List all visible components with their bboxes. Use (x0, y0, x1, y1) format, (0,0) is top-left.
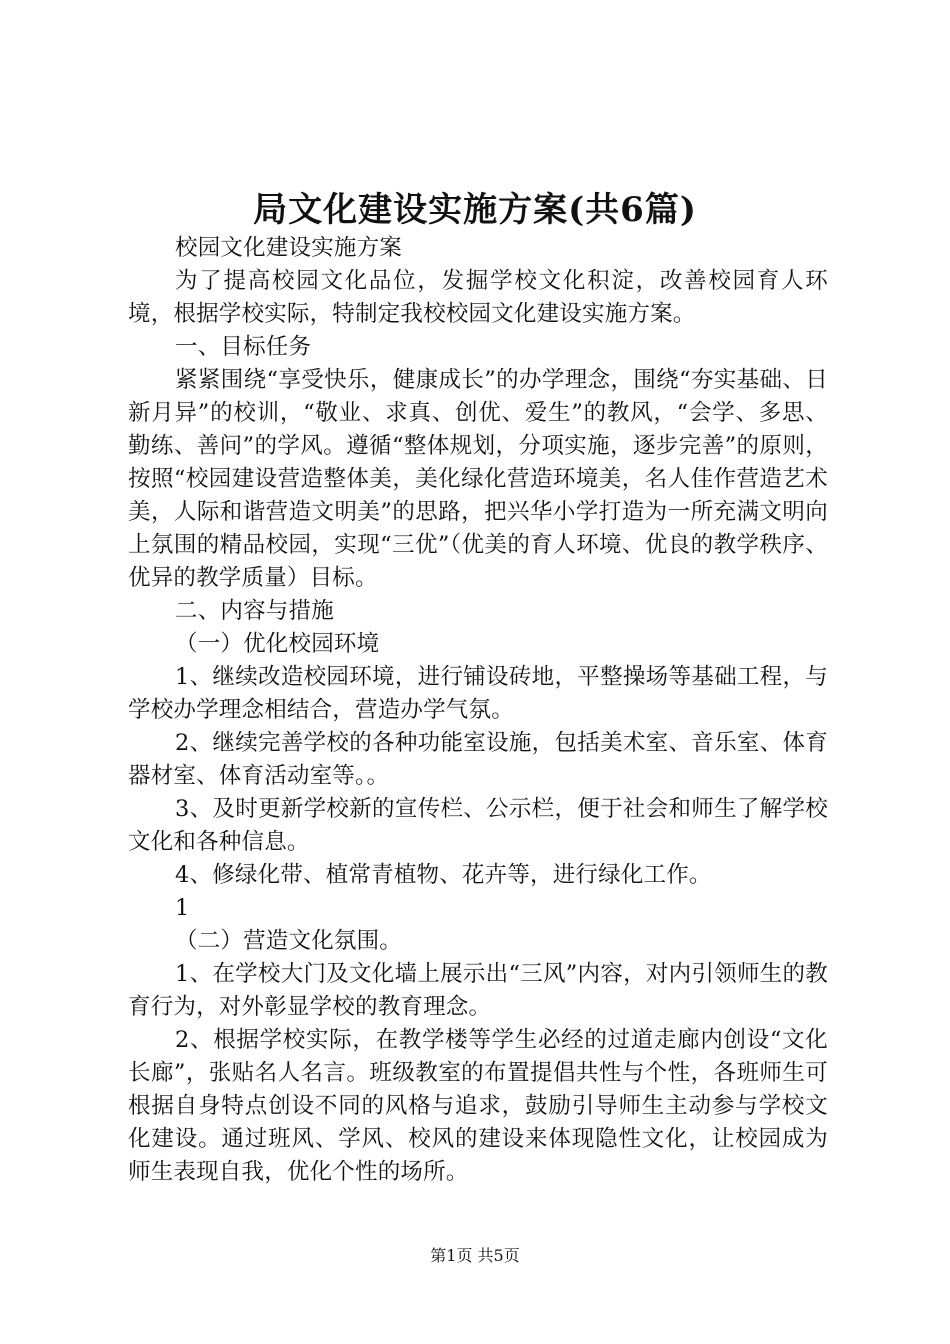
subsection-heading: （二）营造文化氛围。 (175, 928, 403, 954)
page-footer: 第1页 共5页 (430, 1246, 520, 1265)
list-item: 2、继续完善学校的各种功能室设施，包括美术室、音乐室、体育器材室、体育活动室等。。 (128, 730, 828, 789)
paragraph-subtitle: 校园文化建设实施方案 (175, 235, 403, 261)
section-heading: 二、内容与措施 (175, 598, 334, 624)
stray-number: 1 (175, 895, 190, 921)
list-item: 2、根据学校实际，在教学楼等学生必经的过道走廊内创设“文化长廊”，张贴名人名言。班级教室的布置提倡共性与个性，各班师生可根据自身特点创设不同的风格与追求，鼓励引导师生主动参与学校文化建设。通过班风、学风、校风的建设来体现隐性文化，让校园成为师生表现自我，优化个性的场所。 (128, 1027, 828, 1185)
document-title: 局文化建设实施方案(共6篇) (253, 190, 697, 230)
list-item: 3、及时更新学校新的宣传栏、公示栏，便于社会和师生了解学校文化和各种信息。 (128, 796, 828, 855)
paragraph: 为了提高校园文化品位，发掘学校文化积淀，改善校园育人环境，根据学校实际，特制定我校校园文化建设实施方案。 (128, 268, 828, 327)
document-body (128, 232, 828, 1189)
list-item: 1、继续改造校园环境，进行铺设砖地，平整操场等基础工程，与学校办学理念相结合，营造办学气氛。 (128, 664, 828, 723)
paragraph: 紧紧围绕“享受快乐，健康成长”的办学理念，围绕“夯实基础、日新月异”的校训，“敬业、求真、创优、爱生”的教风，“会学、多思、勤练、善问”的学风。遵循“整体规划，分项实施，逐步完善”的原则，按照“校园建设营造整体美，美化绿化营造环境美，名人佳作营造艺术美，人际和谐营造文明美”的思路，把兴华小学打造为一所充满文明向上氛围的精品校园，实现“三优”（优美的育人环境、优良的教学秩序、优异的教学质量）目标。 (128, 367, 828, 591)
list-item: 1、在学校大门及文化墙上展示出“三风”内容，对内引领师生的教育行为，对外彰显学校的教育理念。 (128, 961, 828, 1020)
section-heading: 一、目标任务 (175, 334, 312, 360)
subsection-heading: （一）优化校园环境 (175, 631, 380, 657)
list-item: 4、修绿化带、植常青植物、花卉等，进行绿化工作。 (175, 862, 712, 888)
